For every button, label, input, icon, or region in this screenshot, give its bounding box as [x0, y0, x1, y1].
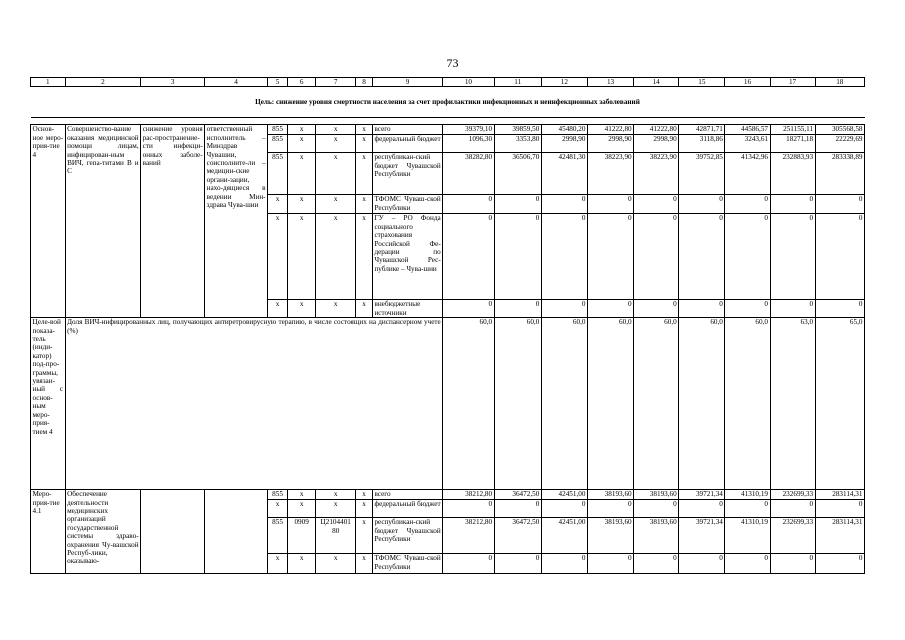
amount-cell: 38212,80	[443, 518, 494, 554]
amount-cell: 0	[634, 554, 679, 574]
amount-cell: 0	[443, 300, 494, 318]
amount-cell: 39721,34	[679, 518, 725, 554]
col-num: 4	[205, 78, 268, 87]
col-num: 7	[316, 78, 356, 87]
col-num: 9	[372, 78, 442, 87]
col-num: 8	[356, 78, 373, 87]
funding-source: республикан-ский бюджет Чувашской Республики	[372, 153, 442, 195]
col-num: 1	[31, 78, 66, 87]
measure-executor	[205, 490, 268, 574]
indicator-value: 60,0	[725, 318, 770, 490]
section-code: x	[287, 500, 315, 518]
grbs-code: 855	[268, 153, 288, 195]
amount-cell: 0	[587, 214, 633, 300]
target-article-code: x	[316, 214, 356, 300]
amount-cell: 0	[587, 554, 633, 574]
section-code: 0909	[287, 518, 315, 554]
target-article-code: x	[316, 153, 356, 195]
expense-type-code: x	[356, 125, 373, 135]
column-number-row	[31, 78, 865, 87]
section-code: x	[287, 153, 315, 195]
amount-cell: 39721,34	[679, 490, 725, 500]
amount-cell: 38193,60	[587, 490, 633, 500]
responsible-executor: ответственный исполнитель – Минздрав Чувашии, соисполните-ли – медицин-ские органи-зации, нахо-дящиеся в ведении Мин-здрава Чува-шии	[205, 125, 268, 318]
col-num: 5	[268, 78, 288, 87]
target-article-code: x	[316, 490, 356, 500]
funding-source: ТФОМС Чуваш-ской Республики	[372, 195, 442, 214]
indicator-value: 60,0	[634, 318, 679, 490]
amount-cell: 0	[770, 554, 815, 574]
amount-cell: 38282,80	[443, 153, 494, 195]
funding-source: республикан-ский бюджет Чувашской Республики	[372, 518, 442, 554]
amount-cell: 3118,86	[679, 135, 725, 153]
expense-type-code: x	[356, 554, 373, 574]
indicator-value: 63,0	[770, 318, 815, 490]
goal-title: Цель: снижение уровня смертности населения за счет профилактики инфекционных и неинфекционных заболеваний	[31, 87, 865, 118]
program-table	[30, 77, 865, 586]
funding-row	[31, 490, 865, 500]
col-num: 16	[725, 78, 770, 87]
amount-cell: 41222,80	[634, 125, 679, 135]
indicator-value: 60,0	[541, 318, 587, 490]
amount-cell: 283114,31	[815, 490, 864, 500]
amount-cell: 42871,71	[679, 125, 725, 135]
continuation-spacer	[31, 574, 865, 587]
amount-cell: 0	[770, 214, 815, 300]
goal-row	[31, 87, 865, 118]
page-number: 73	[446, 56, 459, 70]
expense-type-code: x	[356, 518, 373, 554]
expense-type-code: x	[356, 500, 373, 518]
amount-cell: 0	[443, 214, 494, 300]
amount-cell: 0	[634, 195, 679, 214]
grbs-code: x	[268, 554, 288, 574]
col-num: 12	[541, 78, 587, 87]
indicator-value: 60,0	[494, 318, 541, 490]
amount-cell: 0	[494, 195, 541, 214]
amount-cell: 0	[770, 300, 815, 318]
amount-cell: 38212,80	[443, 490, 494, 500]
table-body	[31, 78, 865, 587]
amount-cell: 0	[541, 195, 587, 214]
funding-source: федеральный бюджет	[372, 500, 442, 518]
amount-cell: 0	[815, 214, 864, 300]
funding-source: всего	[372, 490, 442, 500]
indicator-label: Целе-вой показа-тель (инди-катор) под-про-граммы, увязан-ный с основ-ным меро-прия-тием 4	[31, 318, 66, 490]
amount-cell: 232699,33	[770, 518, 815, 554]
amount-cell: 0	[679, 195, 725, 214]
measure-goal	[141, 490, 205, 574]
funding-source: всего	[372, 125, 442, 135]
col-num: 14	[634, 78, 679, 87]
amount-cell: 22229,69	[815, 135, 864, 153]
amount-cell: 283114,31	[815, 518, 864, 554]
amount-cell: 0	[725, 300, 770, 318]
spacer	[31, 118, 865, 125]
amount-cell: 0	[494, 214, 541, 300]
amount-cell: 0	[541, 500, 587, 518]
amount-cell: 0	[679, 554, 725, 574]
col-num: 17	[770, 78, 815, 87]
amount-cell: 305568,58	[815, 125, 864, 135]
expense-type-code: x	[356, 300, 373, 318]
expense-type-code: x	[356, 135, 373, 153]
col-num: 3	[141, 78, 205, 87]
amount-cell: 0	[541, 214, 587, 300]
amount-cell: 41310,19	[725, 518, 770, 554]
col-num: 6	[287, 78, 315, 87]
amount-cell: 0	[443, 554, 494, 574]
section-code: x	[287, 125, 315, 135]
activity-name: Совершенство-вание оказания медицинской помощи лицам, инфицирован-ным ВИЧ, гепа-титами B и C	[65, 125, 141, 318]
amount-cell: 2998,90	[587, 135, 633, 153]
amount-cell: 0	[541, 554, 587, 574]
amount-cell: 0	[587, 195, 633, 214]
amount-cell: 3243,61	[725, 135, 770, 153]
amount-cell: 38193,60	[587, 518, 633, 554]
measure-name: Обеспечение деятельности медицинских организаций государственной системы здраво-охранения Чу-вашской Респуб-лики, оказываю-	[65, 490, 141, 574]
amount-cell: 38193,60	[634, 490, 679, 500]
col-num: 11	[494, 78, 541, 87]
amount-cell: 44586,57	[725, 125, 770, 135]
amount-cell: 2998,90	[634, 135, 679, 153]
indicator-value: 60,0	[679, 318, 725, 490]
amount-cell: 0	[587, 500, 633, 518]
amount-cell: 1096,30	[443, 135, 494, 153]
amount-cell: 3353,80	[494, 135, 541, 153]
amount-cell: 283338,89	[815, 153, 864, 195]
amount-cell: 251155,11	[770, 125, 815, 135]
expense-type-code: x	[356, 490, 373, 500]
amount-cell: 0	[634, 300, 679, 318]
activity-label: Основ-ное меро-прия-тие 4	[31, 125, 66, 318]
amount-cell: 38223,90	[634, 153, 679, 195]
section-code: x	[287, 300, 315, 318]
amount-cell: 18271,18	[770, 135, 815, 153]
amount-cell: 0	[541, 300, 587, 318]
indicator-value: 60,0	[587, 318, 633, 490]
amount-cell: 0	[679, 214, 725, 300]
amount-cell: 42481,30	[541, 153, 587, 195]
section-code: x	[287, 195, 315, 214]
grbs-code: 855	[268, 125, 288, 135]
grbs-code: x	[268, 214, 288, 300]
amount-cell: 0	[494, 300, 541, 318]
amount-cell: 0	[815, 500, 864, 518]
target-article-code: x	[316, 554, 356, 574]
col-num: 2	[65, 78, 141, 87]
target-article-code: x	[316, 500, 356, 518]
grbs-code: 855	[268, 518, 288, 554]
grbs-code: 855	[268, 135, 288, 153]
amount-cell: 36472,50	[494, 490, 541, 500]
grbs-code: x	[268, 500, 288, 518]
amount-cell: 0	[770, 500, 815, 518]
section-code: x	[287, 554, 315, 574]
indicator-value: 65,0	[815, 318, 864, 490]
amount-cell: 0	[725, 554, 770, 574]
amount-cell: 41310,19	[725, 490, 770, 500]
grbs-code: 855	[268, 490, 288, 500]
indicator-value: 60,0	[443, 318, 494, 490]
activity-goal: снижение уровня рас-пространение-сти инфекци-онных заболе-ваний	[141, 125, 205, 318]
spacer-row	[31, 118, 865, 125]
amount-cell: 232699,33	[770, 490, 815, 500]
amount-cell: 39859,50	[494, 125, 541, 135]
amount-cell: 38223,90	[587, 153, 633, 195]
amount-cell: 41342,96	[725, 153, 770, 195]
funding-row	[31, 125, 865, 135]
amount-cell: 36506,70	[494, 153, 541, 195]
amount-cell: 0	[725, 195, 770, 214]
grbs-code: x	[268, 195, 288, 214]
amount-cell: 2998,90	[541, 135, 587, 153]
col-num: 10	[443, 78, 494, 87]
target-article-code: x	[316, 135, 356, 153]
amount-cell: 41222,80	[587, 125, 633, 135]
amount-cell: 0	[725, 500, 770, 518]
target-article-code: Ц2104401 80	[316, 518, 356, 554]
amount-cell: 0	[494, 500, 541, 518]
amount-cell: 0	[815, 554, 864, 574]
amount-cell: 0	[679, 500, 725, 518]
amount-cell: 38193,60	[634, 518, 679, 554]
amount-cell: 0	[815, 300, 864, 318]
expense-type-code: x	[356, 214, 373, 300]
funding-source: внебюджетные источники	[372, 300, 442, 318]
amount-cell: 36472,50	[494, 518, 541, 554]
amount-cell: 0	[679, 300, 725, 318]
amount-cell: 0	[443, 500, 494, 518]
amount-cell: 0	[443, 195, 494, 214]
amount-cell: 39379,10	[443, 125, 494, 135]
amount-cell: 0	[587, 300, 633, 318]
amount-cell: 0	[770, 195, 815, 214]
amount-cell: 0	[815, 195, 864, 214]
col-num: 13	[587, 78, 633, 87]
expense-type-code: x	[356, 153, 373, 195]
section-code: x	[287, 135, 315, 153]
table-continuation	[31, 574, 865, 587]
col-num: 15	[679, 78, 725, 87]
amount-cell: 0	[494, 554, 541, 574]
target-indicator-row	[31, 318, 865, 490]
section-code: x	[287, 214, 315, 300]
expense-type-code: x	[356, 195, 373, 214]
funding-source: ГУ – РО Фонда социального страхования Российской Фе-дерации по Чувашской Рес-публике – Чува-шии	[372, 214, 442, 300]
funding-source: ТФОМС Чуваш-ской Республики	[372, 554, 442, 574]
target-article-code: x	[316, 300, 356, 318]
amount-cell: 232883,93	[770, 153, 815, 195]
target-article-code: x	[316, 195, 356, 214]
section-code: x	[287, 490, 315, 500]
measure-label: Меро-прия-тие 4.1	[31, 490, 66, 574]
amount-cell: 45480,20	[541, 125, 587, 135]
amount-cell: 0	[725, 214, 770, 300]
amount-cell: 42451,00	[541, 490, 587, 500]
funding-source: федеральный бюджет	[372, 135, 442, 153]
grbs-code: x	[268, 300, 288, 318]
amount-cell: 0	[634, 500, 679, 518]
amount-cell: 39752,85	[679, 153, 725, 195]
col-num: 18	[815, 78, 864, 87]
amount-cell: 42451,00	[541, 518, 587, 554]
indicator-text: Доля ВИЧ-инфицированных лиц, получающих антиретровирусную терапию, в числе состоящих на диспансерном учете (%)	[65, 318, 443, 490]
target-article-code: x	[316, 125, 356, 135]
amount-cell: 0	[634, 214, 679, 300]
